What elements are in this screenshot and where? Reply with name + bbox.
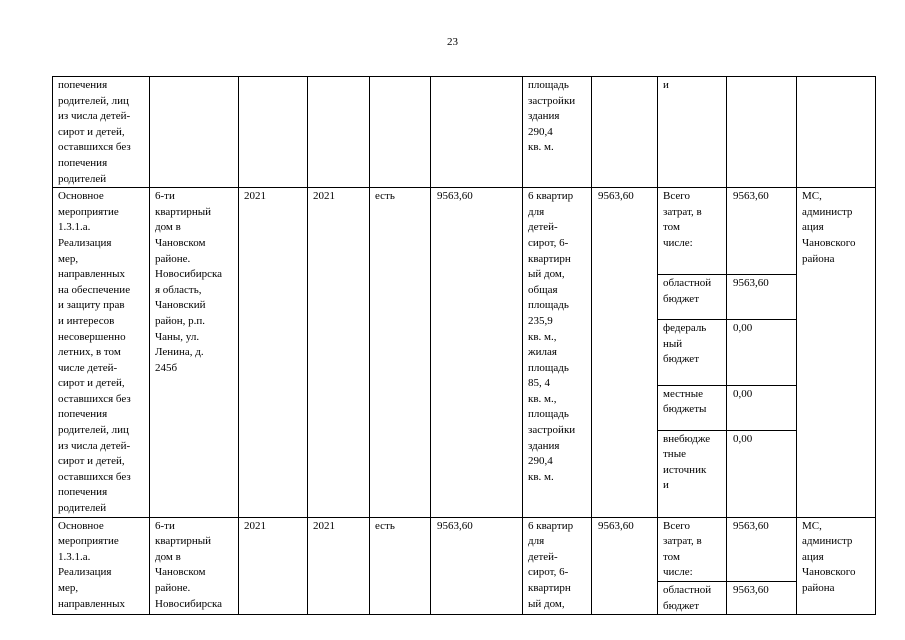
- source-value-cell: 9563,60: [727, 275, 797, 320]
- source-name-cell: и: [658, 77, 727, 188]
- capacity-cell: площадь застройки здания 290,4 кв. м.: [523, 77, 592, 188]
- year-start-cell: 2021: [239, 188, 308, 517]
- source-name-cell: областной бюджет: [658, 582, 727, 615]
- documentation-cell: есть: [370, 517, 431, 615]
- capacity-cell: 6 квартир для детей- сирот, 6- квартирн ый дом, общая площадь 235,9 кв. м., жилая площадь 85, 4 кв. м., площадь застройки здания 290,4 кв. м.: [523, 188, 592, 517]
- year-end-cell: 2021: [308, 188, 370, 517]
- amount-cell: [592, 77, 658, 188]
- activity-cell: попечения родителей, лиц из числа детей- сирот и детей, оставшихся без попечения родителей: [53, 77, 150, 188]
- executor-cell: [797, 77, 876, 188]
- object-cell: 6-ти квартирный дом в Чановском районе. Новосибирска я область, Чановский район, р.п. Чаны, ул. Ленина, д. 245б: [150, 188, 239, 517]
- activity-cell: Основное мероприятие 1.3.1.а. Реализация мер, направленных на обеспечение и защиту прав и интересов несовершенно летних, в том числе детей- сирот и детей, оставшихся без попечения родителей, лиц из числа детей- сирот и детей, оставшихся без попечения родителей: [53, 188, 150, 517]
- amount-cell: 9563,60: [592, 517, 658, 615]
- source-value-cell: 9563,60: [727, 188, 797, 275]
- object-cell: [150, 77, 239, 188]
- source-value-cell: 0,00: [727, 430, 797, 517]
- source-name-cell: местные бюджеты: [658, 385, 727, 430]
- source-value-cell: [727, 77, 797, 188]
- cost-cell: 9563,60: [431, 517, 523, 615]
- activity-cell: Основное мероприятие 1.3.1.а. Реализация мер, направленных: [53, 517, 150, 615]
- year-end-cell: [308, 77, 370, 188]
- table-row: [53, 77, 876, 188]
- cost-cell: [431, 77, 523, 188]
- source-name-cell: федераль ный бюджет: [658, 319, 727, 385]
- documentation-cell: есть: [370, 188, 431, 517]
- cost-cell: 9563,60: [431, 188, 523, 517]
- amount-cell: 9563,60: [592, 188, 658, 517]
- year-start-cell: [239, 77, 308, 188]
- table-row: [53, 517, 876, 581]
- source-name-cell: Всего затрат, в том числе:: [658, 517, 727, 581]
- source-value-cell: 0,00: [727, 385, 797, 430]
- source-value-cell: 0,00: [727, 319, 797, 385]
- source-name-cell: внебюдже тные источник и: [658, 430, 727, 517]
- source-name-cell: областной бюджет: [658, 275, 727, 320]
- year-start-cell: 2021: [239, 517, 308, 615]
- table-row: [53, 188, 876, 275]
- program-activities-table: [52, 76, 876, 615]
- source-name-cell: Всего затрат, в том числе:: [658, 188, 727, 275]
- capacity-cell: 6 квартир для детей- сирот, 6- квартирн ый дом,: [523, 517, 592, 615]
- year-end-cell: 2021: [308, 517, 370, 615]
- source-value-cell: 9563,60: [727, 582, 797, 615]
- source-value-cell: 9563,60: [727, 517, 797, 581]
- object-cell: 6-ти квартирный дом в Чановском районе. Новосибирска: [150, 517, 239, 615]
- executor-cell: МС, администр ация Чановского района: [797, 517, 876, 615]
- documentation-cell: [370, 77, 431, 188]
- table-container: [52, 76, 875, 612]
- executor-cell: МС, администр ация Чановского района: [797, 188, 876, 517]
- page-number: 23: [447, 36, 458, 48]
